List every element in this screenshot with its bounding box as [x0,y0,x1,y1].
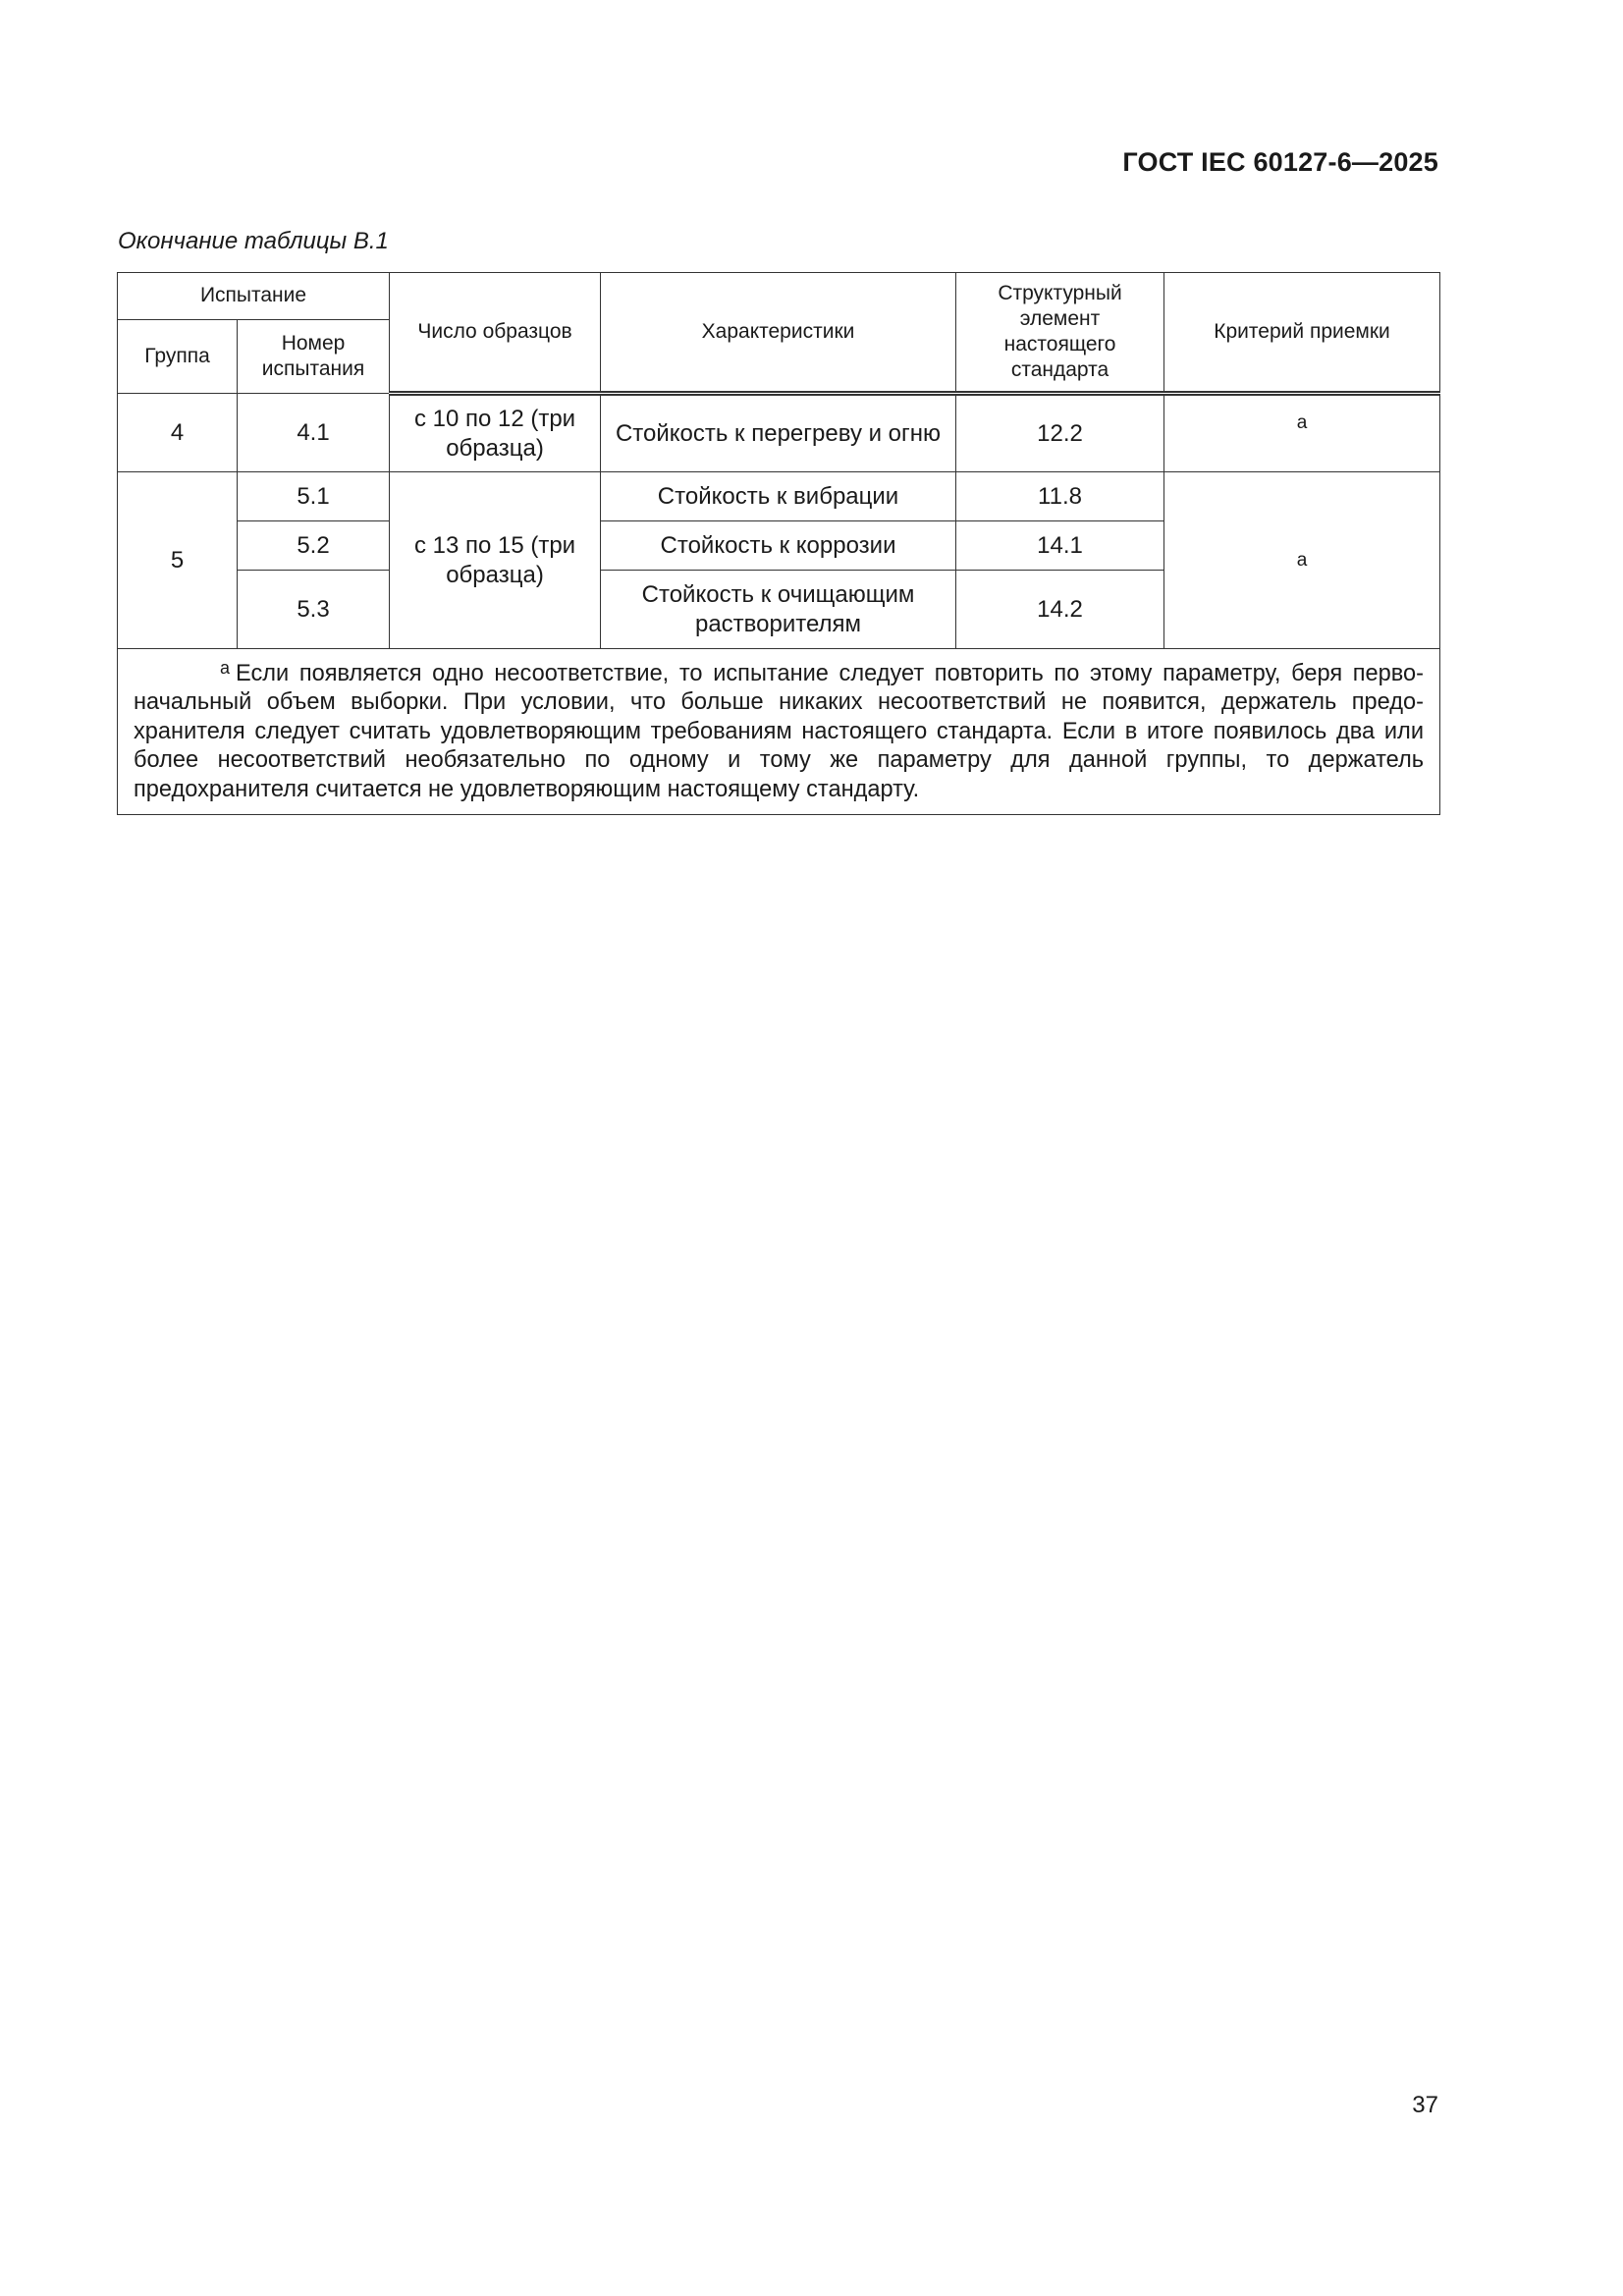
test-number-cell: 5.1 [238,472,390,521]
header-characteristics: Характеристики [601,273,956,394]
acceptance-criterion-cell: a [1164,472,1440,649]
header-test-number: Номер испытания [238,320,390,394]
test-number-cell: 5.2 [238,521,390,571]
footnote-text: Если появляется одно несоответствие, то испытание следует повторить по этому параметру, беря перво-начальный объем выборки. При условии, что больше никаких несоответствий не появится, держатель предо-хранителя следует считать удовлетворяющим требованиям настоящего стандарта. Если в итоге появилось два или более несоответствий необязательно по одному и тому же параметру для данной группы, то держатель предохранителя считается не удовлетворяющим настоящему стандарту. [134,661,1425,802]
samples-cell: с 13 по 15 (три образца) [390,472,601,649]
page-number: 37 [1412,2092,1438,2118]
structural-element-cell: 14.1 [956,521,1164,571]
table-row [118,472,1440,521]
structural-element-cell: 14.2 [956,571,1164,649]
header-acceptance: Критерий приемки [1164,273,1440,394]
samples-cell: с 10 по 12 (три образца) [390,394,601,472]
header-group: Группа [118,320,238,394]
footnote-mark: a [220,658,231,678]
table-caption: Окончание таблицы В.1 [118,228,389,254]
footnote [118,649,1440,815]
group-cell: 5 [118,472,238,649]
header-test: Испытание [118,273,390,320]
characteristic-cell: Стойкость к перегреву и огню [601,394,956,472]
acceptance-criterion-cell: a [1164,394,1440,472]
acceptance-table [117,272,1440,815]
document-id: ГОСТ IEC 60127-6—2025 [1122,147,1438,177]
footnote-row [118,649,1440,815]
characteristic-cell: Стойкость к вибрации [601,472,956,521]
table-row [118,394,1440,472]
header-structural-element: Структурный элемент настоящего стандарта [956,273,1164,394]
test-number-cell: 4.1 [238,394,390,472]
structural-element-cell: 11.8 [956,472,1164,521]
group-cell: 4 [118,394,238,472]
structural-element-cell: 12.2 [956,394,1164,472]
header-samples: Число образцов [390,273,601,394]
characteristic-cell: Стойкость к коррозии [601,521,956,571]
test-number-cell: 5.3 [238,571,390,649]
characteristic-cell: Стойкость к очищающим растворителям [601,571,956,649]
